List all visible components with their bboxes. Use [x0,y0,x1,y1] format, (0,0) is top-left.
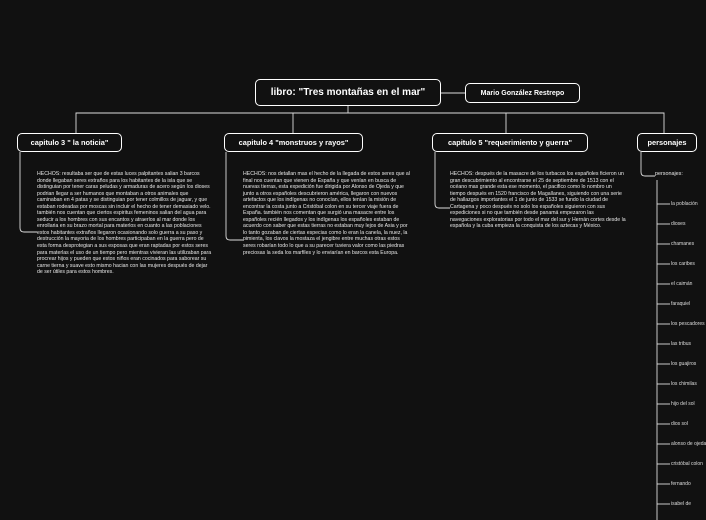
character-item[interactable]: los pescadores [671,321,705,327]
topic-body-capitulo-4[interactable]: HECHOS: nos detallan mas el hecho de la llegada de estos seres que al final nos cuentan que vienen de España y que venían en busca de nuevas tierras, esta expedición fue dirigida por Alonso de Ojeda y que junto a otros españoles descubrieron américa, llegaron con nuevos artefactos que los indígenas no conocían, ellos tenían la misión de encontrar la costa junto a Cristóbal colon en su tercer viaje fuera de España. también nos comentan que surgió una masacre entre los españoles recién llegados y los indígenas los españoles estaban de acuerdo con saber que estas tierras no estaban muy lejos de Asia y por lo tanto gozaban de ciertas especias como lo eran la canela, la nuez, la pimienta, los clavos la mostaza el jengibre entre muchas otras estos seres robarían todo lo que a su parecer tuviera valor como las piedras preciosas la seda los marfiles y lo enviarían en barcos esta Europa. [243,171,410,256]
topic-label: personajes [647,138,687,147]
character-item[interactable]: las tribus [671,341,692,347]
character-item[interactable]: cristóbal colon [671,461,703,467]
branch-topic-4 [641,152,655,176]
character-item[interactable]: alonso de ojeda [671,441,706,447]
topic-label: capitulo 3 " la noticia" [30,138,109,147]
branch-topic-2 [226,152,243,240]
character-item[interactable]: los guajiros [671,361,697,367]
branch-topic-1 [20,152,37,232]
root-node[interactable] [255,79,441,106]
topic-node-capitulo-3[interactable] [17,133,122,152]
character-item[interactable]: la población [671,201,698,207]
character-item[interactable]: faraquiel [671,301,691,307]
branch-topic-3 [435,152,450,208]
topic-label: capitulo 4 "monstruos y rayos" [238,138,349,147]
characters-ticks [657,204,670,504]
character-item[interactable]: dios sol [671,421,688,427]
author-name: Mario González Restrepo [480,89,565,97]
topic-node-personajes[interactable] [637,133,697,152]
characters-label[interactable]: personajes: [655,171,683,177]
character-item[interactable]: chamanes [671,241,695,247]
character-item[interactable]: el caimán [671,281,693,287]
character-item[interactable]: dioses [671,221,686,227]
topic-label: capitulo 5 "requerimiento y guerra" [447,138,573,147]
root-to-topics-connector [76,106,664,133]
topic-node-capitulo-5[interactable] [432,133,588,152]
topic-node-capitulo-4[interactable] [224,133,363,152]
character-item[interactable]: isabel de [671,501,692,507]
topic-body-capitulo-5[interactable]: HECHOS: después de la masacre de los turbacos los españoles ficieron un gran descubrimiento al encontrarse el 25 de septiembre de 1513 con el océano mas grande esta ese momento, el pacifico como lo nombro un tiempo después en 1520 francisco de Magallanes, siguiendo con una serie de hallazgos importantes el 1 de junio de 1533 se fundo la ciudad de Cartagena y poco después no solo los españoles siguieron con sus expediciones si no que también desde panamá empezaron las navegaciones exploratorias por todo el mar del sur y Hernán cortes desde la española y la cuba empieza la conquista de los aztecas y México. [450,171,626,230]
root-title: libro: "Tres montañas en el mar" [270,87,426,98]
character-item[interactable]: los caribes [671,261,695,267]
author-node[interactable] [465,83,580,103]
topic-body-capitulo-3[interactable]: HECHOS: resultaba ser que de estas luces palpitantes salian 3 barcos donde llegaban seres extraños para los habitantes de la isla que se distinguian por tener caras peludas y armaduras de acero según los dioses podrian llegar a ser humanos que montaban a otros animales que caminaban en 4 patas y se distinguian por tener colmillos de jaguar, y que estaban rodeadas por moscas sin incluir el hecho de tener demasiado velo. también nos cuentan que ciertos espiritus femeninos salian del agua para seducir a los hombres con sus encantos y atraerlos al mar donde los enrollaria en su brazo mortal para materlos en cuanto a las poblaciones estos habitantes extraños llegaron ocasionando solo guerra a su paso y destrucción la mayoria de los hombres participaban en la guerra pero de esta forma desprotegian a sus esposas que eran raptadas por estos seres para materlas el uso de un tiempo pero mientras vivieran las utilizaban para procrear hijos y pueden que estos niños eran cocinados para saborear su carne tierna y suave esto mismo hacian con las mujeres después de dejar de ser útiles para estos hombres. [37,171,212,276]
character-item[interactable]: los chimilas [671,381,697,387]
character-item[interactable]: hijo del sol [671,401,695,407]
character-item[interactable]: fernando [671,481,691,487]
